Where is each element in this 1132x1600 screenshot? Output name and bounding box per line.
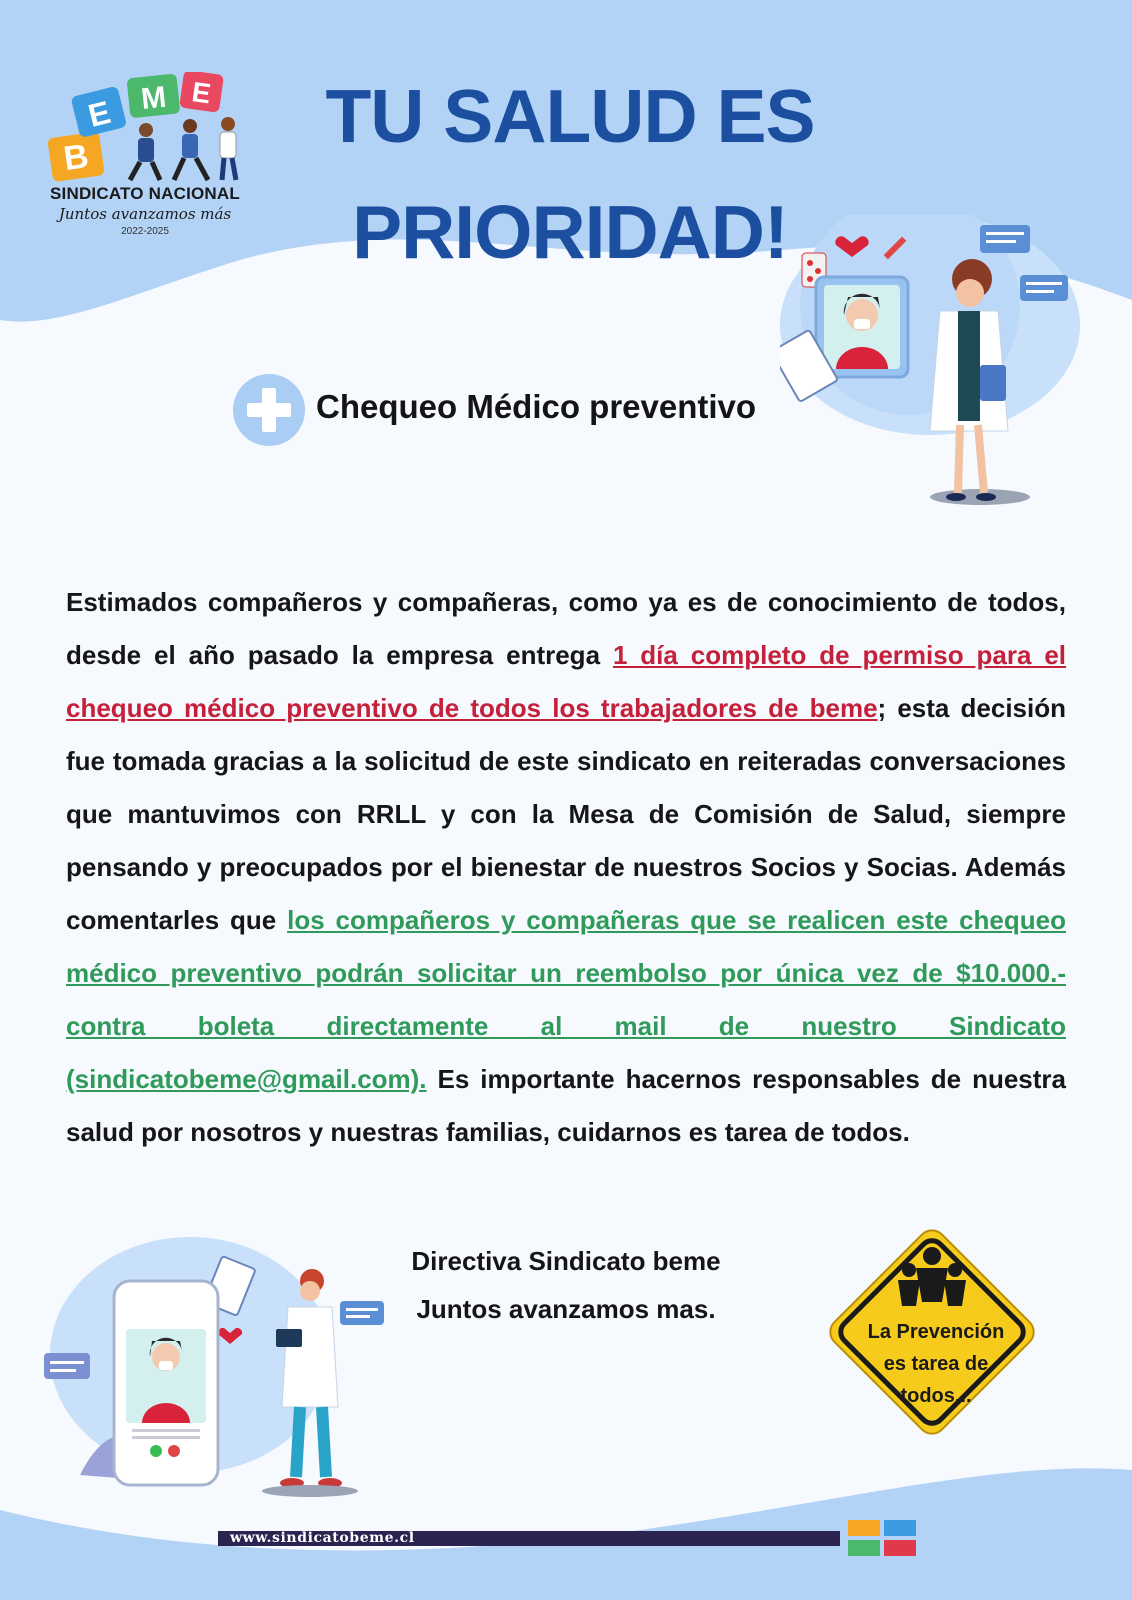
highlight-reimbursement: los compañeros y compañeras que se realicen este chequeo médico preventivo podrán solicitar un reembolso por única vez de $10.000.- contra boleta directamente al mail de nuestro Sindicato (sindicatobeme@gmail.com). — [66, 905, 1066, 1094]
headline-line-2: PRIORIDAD! — [352, 190, 788, 274]
headline-line-1: TU SALUD ES — [325, 74, 815, 158]
svg-text:M: M — [139, 80, 168, 117]
phone-consultation-illustration — [40, 1225, 390, 1515]
body-paragraph — [66, 576, 1066, 1159]
section-title: Chequeo Médico preventivo — [316, 388, 757, 425]
signature-block — [376, 1237, 756, 1333]
logo-org-name: SINDICATO NACIONAL — [50, 184, 240, 203]
prevention-sign-text — [856, 1316, 1016, 1412]
svg-text:E: E — [84, 93, 115, 134]
body-part-1: Estimados compañeros y compañeras, como ya es de conocimiento de todos, desde el año pasado la empresa entrega — [66, 587, 1066, 670]
medical-cross-icon — [233, 374, 305, 446]
svg-text:B: B — [61, 137, 91, 179]
logo-blocks-illustration — [40, 72, 250, 184]
sign-line-3: todos... — [900, 1385, 972, 1407]
highlight-permission: 1 día completo de permiso para el chequeo médico preventivo de todos los trabajadores de beme — [66, 640, 1067, 723]
sign-line-1: La Prevención — [867, 1321, 1005, 1343]
body-part-2: ; esta decisión fue tomada gracias a la solicitud de este sindicato en reiteradas conversaciones que mantuvimos con RRLL y con la Mesa de Comisión de Salud, siempre pensando y preocupados por el bienestar de nuestros Socios y Socias. Además comentarles que — [66, 693, 1066, 935]
website-url[interactable]: www.sindicatobeme.cl — [230, 1530, 415, 1546]
svg-text:E: E — [189, 76, 213, 110]
doctor-illustration — [780, 215, 1120, 520]
logo-motto: Juntos avanzamos más — [58, 205, 232, 223]
sign-line-2: es tarea de — [883, 1353, 989, 1375]
footer-color-squares — [848, 1520, 918, 1556]
body-part-3: Es importante hacernos responsables de nuestra salud por nosotros y nuestras familias, cuidarnos es tarea de todos. — [66, 1064, 1066, 1147]
page-title — [290, 58, 850, 290]
signature-line-1: Directiva Sindicato beme — [411, 1246, 721, 1276]
union-logo — [40, 72, 250, 242]
signature-line-2: Juntos avanzamos mas. — [416, 1294, 716, 1324]
logo-years: 2022-2025 — [121, 226, 169, 237]
